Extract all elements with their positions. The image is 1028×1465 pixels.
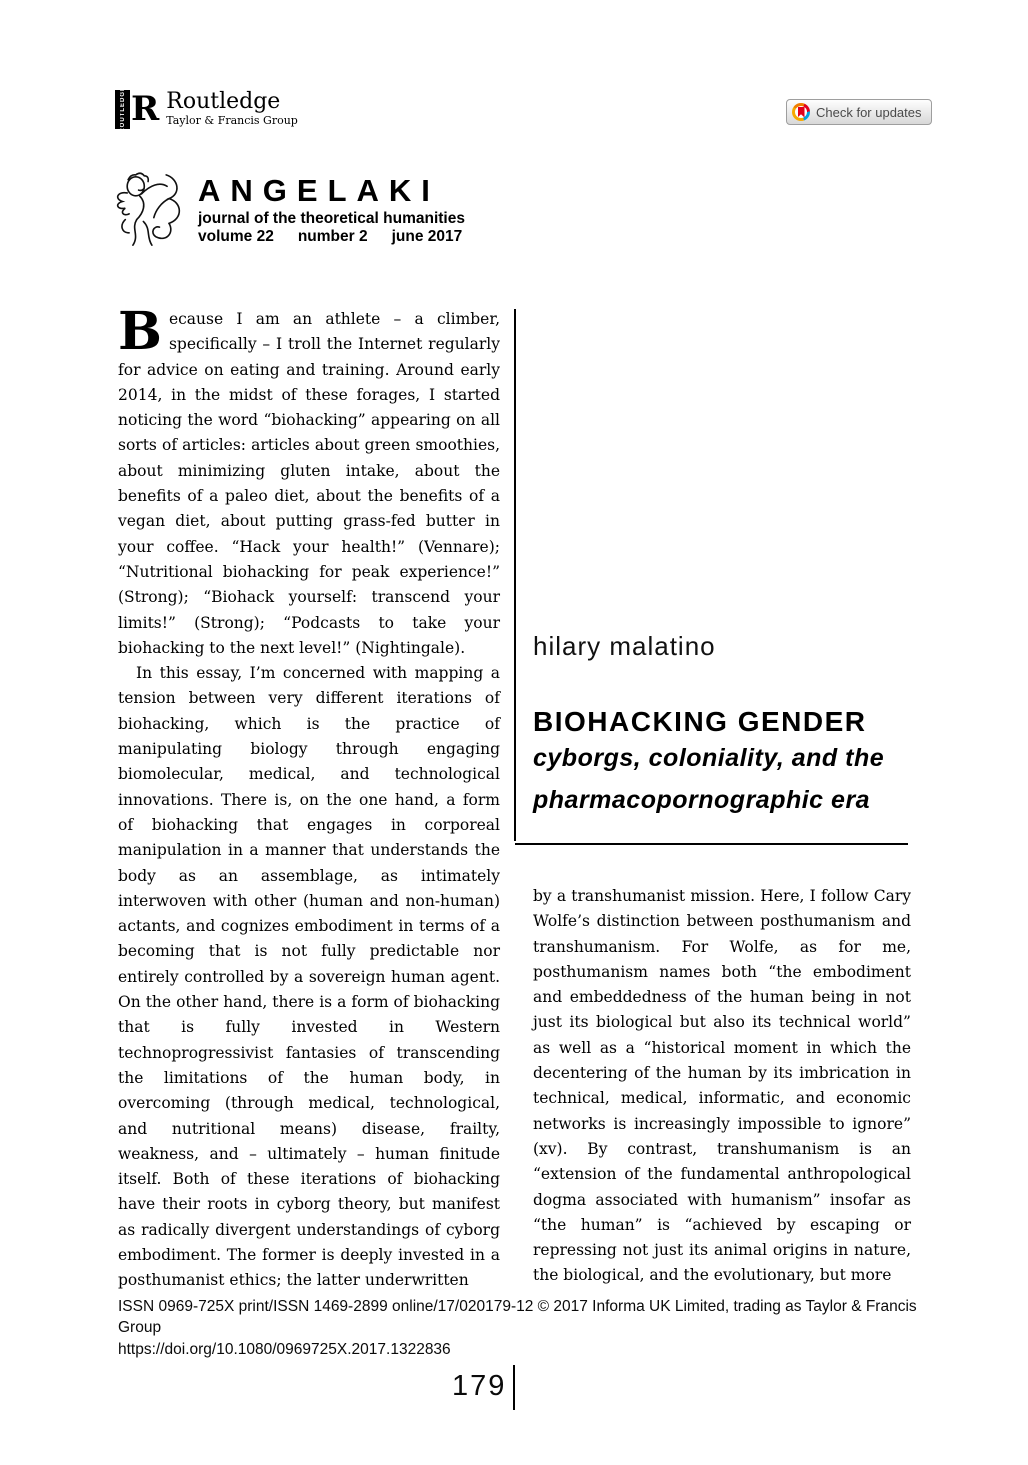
journal-subtitle: journal of the theoretical humanities bbox=[198, 210, 465, 227]
continuation-paragraph: by a transhumanist mission. Here, I follow Cary Wolfe’s distinction between posthumanism and transhumanism. For Wolfe, as for me, posthumanism names both “the embodiment and embeddedness of the human being in not just its biological but also its technical world” as well as a “historical moment in which the decentering of the human by its imbrication in technical, medical, informatic, and economic networks is increasingly impossible to ignore” (xv). By contrast, transhumanism is an “extension of the fundamental anthropological dogma associated with humanism” insofar as “the human” is “achieved by escaping or repressing not just its animal origins in nature, the biological, and the evolutionary, but more bbox=[533, 887, 911, 1285]
article-subtitle-line-1: cyborgs, coloniality, and the bbox=[533, 744, 885, 772]
author-name: hilary malatino bbox=[533, 631, 716, 661]
publisher-group: Taylor & Francis Group bbox=[166, 114, 298, 127]
journal-volume: volume 22 bbox=[198, 228, 274, 245]
journal-masthead bbox=[112, 170, 465, 252]
journal-number: number 2 bbox=[297, 228, 368, 245]
article-subtitle-line-2: pharmacopornographic era bbox=[533, 786, 871, 814]
routledge-logo-bar bbox=[115, 86, 130, 133]
right-column bbox=[533, 884, 911, 1289]
issn-line: ISSN 0969-725X print/ISSN 1469-2899 online/17/020179-12 © 2017 Informa UK Limited, trading as Taylor & Francis Group bbox=[118, 1298, 917, 1336]
page-number: 179 bbox=[452, 1370, 507, 1402]
routledge-wordmark bbox=[166, 90, 298, 127]
publisher-name: Routledge bbox=[166, 89, 281, 114]
cherub-icon bbox=[112, 170, 188, 252]
check-for-updates-label: Check for updates bbox=[816, 104, 922, 120]
routledge-r-icon: R bbox=[131, 89, 160, 129]
title-underline-rule bbox=[515, 843, 908, 845]
article-title-block bbox=[533, 707, 918, 821]
check-for-updates-button[interactable] bbox=[786, 99, 932, 125]
doi-link[interactable]: https://doi.org/10.1080/0969725X.2017.1322836 bbox=[118, 1341, 451, 1358]
page-number-divider bbox=[513, 1365, 515, 1410]
routledge-logo bbox=[115, 86, 298, 133]
second-paragraph: In this essay, I’m concerned with mapping a tension between very different iterations of biohacking, which is the practice of manipulating biology through engaging biomolecular, medical, and technological innovations. There is, on the one hand, a form of biohacking that engages in corporeal manipulation in a manner that understands the body as an assemblage, as intimately interwoven with other (human and non-human) actants, and cognizes embodiment in terms of a becoming that is not fully predictable nor entirely controlled by a sovereign human agent. On the other hand, there is a form of biohacking that is fully invested in Western technoprogressivist fantasies of transcending the limitations of the human body, in overcoming (through medical, technological, and nutritional means) disease, frailty, weakness, and – ultimately – human finitude itself. Both of these iterations of biohacking have their roots in cyborg theory, but manifest as radically divergent understandings of cyborg embodiment. The former is deeply invested in a posthumanist ethics; the latter underwritten bbox=[118, 664, 500, 1290]
journal-name: ANGELAKI bbox=[198, 173, 440, 208]
masthead-text bbox=[198, 170, 465, 245]
article-title: BIOHACKING GENDER bbox=[533, 706, 867, 737]
article-footer bbox=[118, 1296, 918, 1360]
drop-cap: B bbox=[118, 301, 162, 362]
left-column bbox=[118, 301, 500, 1294]
routledge-vertical-text: ROUTLEDGE bbox=[119, 86, 126, 133]
journal-issue-line bbox=[198, 228, 465, 245]
opening-paragraph-text: ecause I am an athlete – a climber, specifically – I troll the Internet regularly for advice on eating and training. Around early 2014, in the midst of these forages, I started noticing the word “biohacking” appearing on all sorts of articles: articles about green smoothies, about minimizing gluten intake, about the benefits of a paleo diet, about the benefits of a vegan diet, about putting grass-fed butter in your coffee. “Hack your health!” (Vennare); “Nutritional biohacking for peak experience!” (Strong); “Biohack yourself: transcend your limits!” (Strong); “Podcasts to take your biohacking to the next level!” (Nightingale). bbox=[118, 310, 500, 657]
crossmark-icon bbox=[792, 103, 810, 121]
opening-paragraph bbox=[118, 301, 500, 661]
column-divider-rule bbox=[514, 309, 516, 841]
journal-date: june 2017 bbox=[391, 228, 463, 245]
